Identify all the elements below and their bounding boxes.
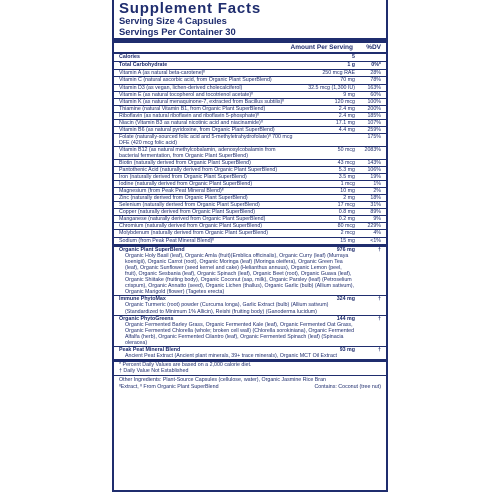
- nutrient-dv: 60%: [370, 91, 381, 98]
- serving-size: Serving Size 4 Capsules: [119, 15, 227, 26]
- nutrient-dv: 200%: [367, 105, 381, 112]
- nutrient-dv: 19%: [370, 174, 381, 181]
- nutrient-row: [114, 77, 386, 84]
- nutrient-name: Vitamin K (as natural menaquinone-7, extracted from Bacillus subtilis)ᴵᴵ: [119, 98, 285, 105]
- nutrient-name: Vitamin B6 (as natural pyridoxine, from Organic Plant SuperBlend): [119, 126, 275, 133]
- blend-description: Organic Turmeric (root) powder (Curcuma longa), Garlic Extract (bulb) (Allium sativum) (Standardized to Minimum 1% Allicin), Reishi (fruiting body) (Ganoderma lucidum): [125, 302, 329, 315]
- servings-per-container: Servings Per Container 30: [119, 25, 236, 37]
- nutrient-name: Pantothenic Acid (naturally derived from Organic Plant SuperBlend): [119, 167, 278, 174]
- nutrient-amount: 2.4 mg: [338, 105, 355, 112]
- nutrient-amount: 70 mg: [340, 77, 355, 84]
- nutrient-amount: 2 mcg: [340, 230, 355, 237]
- nutrient-row: [114, 147, 386, 160]
- blend-description: Organic Holy Basil (leaf), Organic Amla (fruit)(Emblica officinalis), Organic Curry (leaf) (Murraya koenigii), Organic Carrot (root), Organic Moringa (leaf) (Moringa oleifera), Organic Green Tea (leaf), Organic Sunflower (seed kernel and cake) (Helianthus annuus), Organic Lemon (peel, fruit), Organic Sesbania (leaf), Organic Spinach (leaf), Organic Beet (root), Organic Guava (leaf), Organic Shiitake (fruiting body), Organic Coconut (sap, milk), Organic Parsley (leaf) (Petroselium crispum), Organic Annatto (seed), Organic Lichen (thallus), Organic Garlic (bulb) (Allium sativum), Organic Marigold (flower) (Tagetes erecta): [125, 252, 355, 296]
- amount-header: Amount Per Serving: [290, 44, 353, 51]
- blend-name: Organic PhytoGreens: [119, 315, 174, 322]
- nutrient-dv: 185%: [367, 112, 381, 119]
- dv-header: %DV: [366, 44, 381, 51]
- dv-footnote: * Percent Daily Values are based on a 2,000 calorie diet.: [119, 362, 252, 369]
- nutrient-row: [114, 160, 386, 167]
- blend-dv: †: [378, 246, 381, 253]
- nutrient-amount: 0.2 mg: [338, 216, 355, 223]
- nutrient-row: [114, 85, 386, 92]
- nutrient-dv: 28%: [370, 70, 381, 77]
- blend-item: [114, 296, 386, 315]
- nutrient-dv: 106%: [367, 167, 381, 174]
- nutrient-amount: 50 mcg: [337, 146, 355, 153]
- nutrient-row: [114, 134, 386, 147]
- nutrient-name: Calories: [119, 54, 140, 60]
- nutrient-name: Vitamin A (as natural beta-carotene)ᴵᴵ: [119, 70, 206, 77]
- nutrient-amount: 5.3 mg: [338, 167, 355, 174]
- nutrient-dv: <1%: [370, 237, 381, 244]
- nutrient-amount: 5: [352, 54, 355, 60]
- nutrient-row: [114, 92, 386, 99]
- nutrient-rows: [119, 54, 381, 245]
- blend-name: Immune PhytoMax: [119, 296, 166, 303]
- nutrient-name: Sodium (from Peak Peat Mineral Blend)ᴵᴵ: [119, 237, 215, 244]
- nutrient-row: [114, 181, 386, 188]
- nutrient-dv: 2%: [373, 188, 381, 195]
- footnotes: [119, 362, 381, 389]
- blend-dv: †: [378, 296, 381, 303]
- nutrient-dv: [359, 54, 381, 61]
- blend-amount: 93 mg: [339, 347, 355, 354]
- nutrient-amount: 1 g: [347, 62, 355, 69]
- nutrient-amount: 3.5 mg: [338, 174, 355, 181]
- blend-dv: †: [378, 347, 381, 354]
- nutrient-amount: [295, 134, 359, 146]
- nutrient-amount: 17 mcg: [337, 202, 355, 209]
- nutrient-dv: 78%: [370, 77, 381, 84]
- nutrient-dv: 0%*: [371, 62, 381, 69]
- nutrient-amount: 120 mcg: [334, 98, 355, 105]
- dagger-footnote: † Daily Value Not Established: [119, 368, 189, 375]
- nutrient-row: [114, 127, 386, 134]
- nutrient-dv: 89%: [370, 209, 381, 216]
- blend-header: [119, 247, 381, 253]
- nutrient-row: [114, 99, 386, 106]
- nutrient-row: [114, 230, 386, 237]
- nutrient-row: [114, 202, 386, 209]
- nutrient-dv: 2083%: [364, 146, 381, 153]
- nutrient-row: [114, 174, 386, 181]
- nutrient-name: Iron (naturally derived from Organic Plant SuperBlend): [119, 174, 247, 181]
- nutrient-dv: 1%: [373, 181, 381, 188]
- nutrient-name: Zinc (naturally derived from Organic Plant SuperBlend): [119, 195, 248, 202]
- nutrient-name: Chromium (naturally derived from Organic Plant SuperBlend): [119, 223, 263, 230]
- panel-title: Supplement Facts: [119, 0, 261, 17]
- blend-item: [114, 316, 386, 347]
- nutrient-row: [114, 54, 386, 62]
- nutrient-name: Molybdenum (naturally derived from Organic Plant SuperBlend): [119, 230, 268, 237]
- blend-description: Organic Fermented Barley Grass, Organic Fermented Kale (leaf), Organic Fermented Oat Grass, Organic Fermented Chlorella (whole; broken cell wall) (Chlorella sorokiniana), Organic Fermented Alfalfa (herb), Organic Fermented Cilantro (leaf), Organic Fermented Spinach (leaf) (Spinacia oleracea): [125, 321, 355, 346]
- column-header: [119, 43, 381, 52]
- nutrient-amount: 1 mcg: [340, 181, 355, 188]
- nutrient-amount: 15 mg: [340, 237, 355, 244]
- nutrient-row: [114, 238, 386, 245]
- nutrient-name: Thiamine (natural Vitamin B1, from Organic Plant SuperBlend): [119, 105, 266, 112]
- nutrient-dv: 107%: [367, 119, 381, 126]
- nutrient-name: Vitamin C (natural ascorbic acid, from Organic Plant SuperBlend): [119, 77, 272, 84]
- blend-description: Ancient Peat Extract (Ancient plant minerals, 39+ trace minerals), Organic MCT Oil Extract: [125, 353, 338, 360]
- nutrient-amount: 32.5 mcg (1,300 IU): [308, 84, 355, 91]
- allergen-contains: Contains: Coconut (tree nut): [314, 383, 381, 390]
- nutrient-dv: 100%: [367, 98, 381, 105]
- nutrient-name: Iodine (naturally derived from Organic Plant SuperBlend): [119, 181, 253, 188]
- nutrient-amount: 4.4 mg: [338, 126, 355, 133]
- nutrient-dv: 18%: [370, 195, 381, 202]
- blend-name: Organic Plant SuperBlend: [119, 246, 185, 253]
- nutrient-row: [114, 188, 386, 195]
- nutrient-row: [114, 223, 386, 230]
- extract-note: ᴵᴵExtract, ᴵᴵ From Organic Plant SuperBlend: [119, 383, 219, 390]
- nutrient-amount: 17.1 mg: [335, 119, 355, 126]
- nutrient-row: [114, 216, 386, 223]
- thin-divider: [114, 375, 386, 376]
- nutrient-amount: 9 mg: [343, 91, 355, 98]
- nutrient-dv: 31%: [370, 202, 381, 209]
- nutrient-row: [114, 209, 386, 216]
- other-ingredients: Other Ingredients: Plant-Source Capsules (cellulose, water), Organic Jasmine Rice Bran: [119, 377, 326, 384]
- nutrient-name: Folate (naturally-sourced folic acid and 5-methyletrahydrofolate)ᴵᴵ 700 mcg DFE (420 mcg folic acid): [119, 133, 293, 146]
- nutrient-amount: 250 mcg RAE: [322, 70, 355, 77]
- nutrient-amount: 43 mcg: [337, 160, 355, 167]
- nutrient-name: Total Carbohydrate: [119, 62, 168, 69]
- blend-dv: †: [378, 315, 381, 322]
- blend-amount: 144 mg: [336, 315, 355, 322]
- nutrient-row: [114, 62, 386, 70]
- nutrient-dv: 259%: [367, 126, 381, 133]
- nutrient-name: Manganese (naturally derived from Organic Plant SuperBlend): [119, 216, 266, 223]
- nutrient-name: Biotin (naturally derived from Organic Plant SuperBlend): [119, 160, 251, 167]
- nutrient-name: Riboflavin (as natural riboflavin and riboflavin 5-phosphate)ᴵᴵ: [119, 112, 259, 119]
- nutrient-amount: 2 mg: [343, 195, 355, 202]
- nutrient-row: [114, 70, 386, 77]
- nutrient-row: [114, 167, 386, 174]
- nutrient-amount: 80 mcg: [337, 223, 355, 230]
- nutrient-dv: 163%: [367, 84, 381, 91]
- nutrient-dv: 143%: [367, 160, 381, 167]
- nutrient-name: Copper (naturally derived from Organic Plant SuperBlend): [119, 209, 256, 216]
- supplement-facts-panel: [112, 0, 388, 492]
- nutrient-dv: 175%: [367, 133, 381, 140]
- nutrient-amount: 10 mg: [340, 188, 355, 195]
- nutrient-row: [114, 195, 386, 202]
- nutrient-name: Niacin (Vitamin B3 as natural nicotinic acid and niacinamide)ᴵᴵ: [119, 119, 263, 126]
- nutrient-dv: 4%: [373, 230, 381, 237]
- blend-header: [119, 316, 381, 322]
- nutrient-name: Vitamin D3 (as vegan, lichen-derived cholecalciferol): [119, 84, 243, 91]
- blend-amount: 976 mg: [336, 246, 355, 253]
- nutrient-amount: 0.8 mg: [338, 209, 355, 216]
- nutrient-row: [114, 120, 386, 127]
- blend-list: [119, 247, 381, 361]
- blend-item: [114, 347, 386, 360]
- nutrient-amount: 2.4 mg: [338, 112, 355, 119]
- blend-amount: 324 mg: [336, 296, 355, 303]
- nutrient-name: Vitamin E (as natural tocopherol and tocotrienol acetate)ᴵᴵ: [119, 91, 253, 98]
- nutrient-name: Selenium (naturally derived from Organic Plant SuperBlend): [119, 202, 260, 209]
- nutrient-dv: 229%: [367, 223, 381, 230]
- nutrient-dv: 9%: [373, 216, 381, 223]
- nutrient-row: [114, 113, 386, 120]
- blend-item: [114, 247, 386, 297]
- nutrient-row: [114, 106, 386, 113]
- footer-last-line: [119, 384, 381, 390]
- nutrient-name: Magnesium (from Peak Peat Mineral Blend)ᴵᴵ: [119, 188, 224, 195]
- nutrient-name: Vitamin B12 (as natural methylcobalamin, adenosylcobalamin from bacterial fermentation, from Organic Plant SuperBlend): [119, 146, 276, 159]
- blend-name: Peak Peat Mineral Blend: [119, 347, 181, 354]
